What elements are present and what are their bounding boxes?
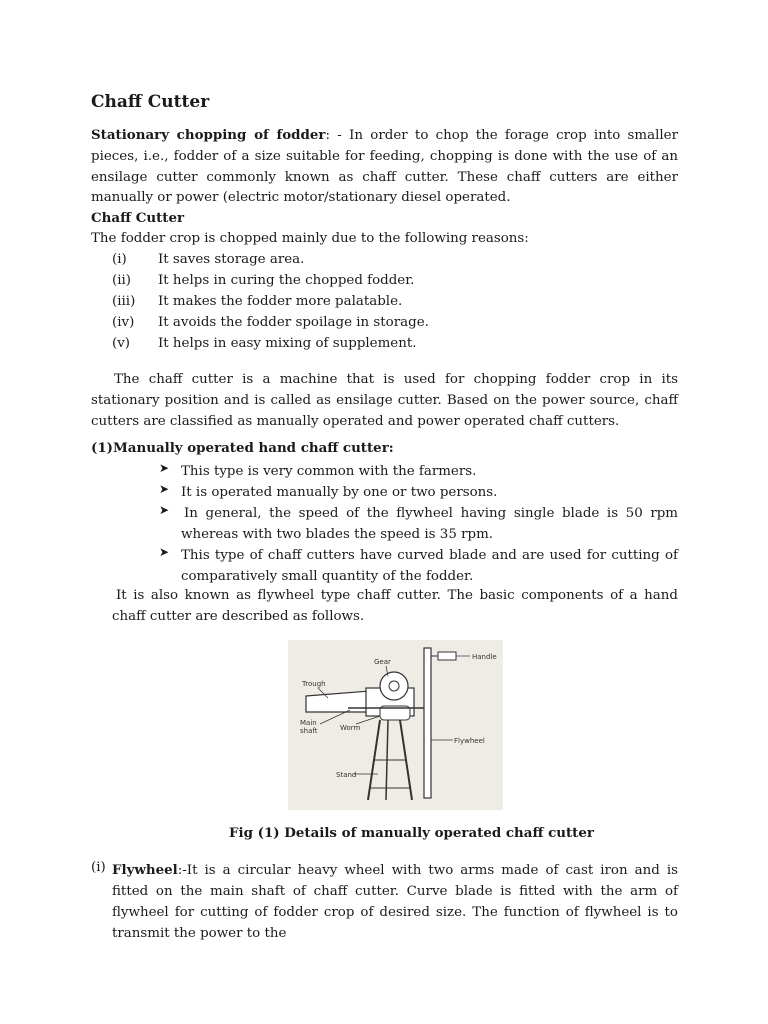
flywheel-type-paragraph: It is also known as flywheel type chaff cutter. The basic components of a hand chaff cutter are described as follows. [112,588,678,624]
reason-number: (ii) [112,273,132,288]
label-stand: Stand [336,771,357,779]
machine-paragraph: The chaff cutter is a machine that is used for chopping fodder crop in its stationary position and is called as ensilage cutter. Based on the power source, chaff cutters are classified as manually operated and power operated chaff cutters. [91,372,678,429]
section1-heading: (1)Manually operated hand chaff cutter: [91,440,394,456]
label-handle: Handle [472,653,497,661]
flywheel-text: :-It is a circular heavy wheel with two arms made of cast iron and is fitted on the main shaft of chaff cutter. Curve blade is fitted with the arm of flywheel for cutting of fodder crop of desired size. The function of flywheel is to transmit the power to the [112,863,678,941]
label-worm: Worm [340,724,361,732]
reason-number: (i) [112,252,127,267]
handle-shape [438,652,456,660]
reason-text: It helps in easy mixing of supplement. [158,336,417,351]
bullet-text: In general, the speed of the flywheel having single blade is 50 rpm whereas with two blades the speed is 35 rpm. [181,506,678,542]
reason-text: It saves storage area. [158,252,305,267]
label-gear: Gear [374,658,391,666]
arrow-bullet-icon: ➤ [159,482,170,496]
reason-text: It helps in curing the chopped fodder. [158,273,415,288]
reason-text: It avoids the fodder spoilage in storage. [158,315,429,330]
subheading: Chaff Cutter [91,210,185,226]
label-main: Main [300,719,317,727]
flywheel-shape [424,648,431,798]
flywheel-item-number: (i) [91,860,106,875]
bullet-text: This type of chaff cutters have curved blade and are used for cutting of comparatively small quantity of the fodder. [181,548,678,584]
arrow-bullet-icon: ➤ [159,503,170,517]
page-title: Chaff Cutter [91,92,210,112]
chaff-cutter-diagram [288,640,503,810]
label-trough: Trough [302,680,326,688]
reason-number: (iv) [112,315,135,330]
reason-number: (v) [112,336,131,351]
reason-text: It makes the fodder more palatable. [158,294,403,309]
gear-shape [380,672,408,700]
chaff-cutter-figure [288,640,503,810]
figure-caption: Fig (1) Details of manually operated chaff cutter [229,825,594,841]
label-shaft: shaft [300,727,318,735]
intro-text: : - In order to chop the forage crop into smaller pieces, i.e., fodder of a size suitable for feeding, chopping is done with the use of an ensilage cutter commonly known as chaff cutter. These chaff cutters are either manually or power (electric motor/stationary diesel operated. [91,128,679,206]
flywheel-bold-term: Flywheel [112,862,178,878]
flywheel-paragraph [112,860,678,944]
reason-number: (iii) [112,294,136,309]
leader-line [356,716,380,724]
label-flywheel: Flywheel [454,737,485,745]
arrow-bullet-icon: ➤ [159,545,170,559]
bullet-text: This type is very common with the farmers. [181,464,477,479]
intro-bold-lead: Stationary chopping of fodder [91,127,326,143]
arrow-bullet-icon: ➤ [159,461,170,475]
intro-paragraph [91,125,678,209]
reasons-intro: The fodder crop is chopped mainly due to the following reasons: [91,231,529,246]
bullet-text: It is operated manually by one or two persons. [181,485,498,500]
